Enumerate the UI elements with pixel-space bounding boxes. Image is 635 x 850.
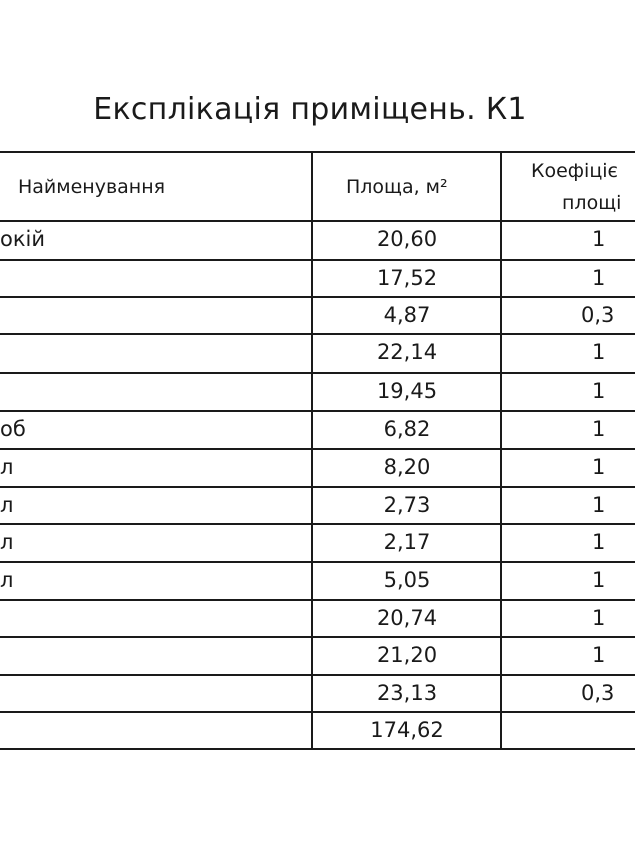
header-name: Найменування — [18, 176, 166, 198]
table-row-divider — [0, 333, 635, 335]
row-area: 5,05 — [383, 568, 431, 592]
table-row-divider — [0, 410, 635, 412]
row-area: 21,20 — [376, 643, 438, 667]
row-coefficient: 1 — [592, 379, 606, 403]
row-name: об — [0, 417, 26, 441]
table-row-divider — [0, 372, 635, 374]
table-row-divider — [0, 151, 635, 153]
row-coefficient: 1 — [592, 455, 606, 479]
row-coefficient: 1 — [592, 417, 606, 441]
row-coefficient: 1 — [592, 606, 606, 630]
row-coefficient: 1 — [592, 530, 606, 554]
row-coefficient: 1 — [592, 266, 606, 290]
row-area: 22,14 — [376, 340, 438, 364]
row-coefficient: 1 — [592, 340, 606, 364]
row-coefficient: 1 — [592, 643, 606, 667]
row-area: 8,20 — [383, 455, 431, 479]
row-area: 20,60 — [376, 227, 438, 251]
row-area: 2,17 — [383, 530, 431, 554]
row-name: л — [0, 455, 14, 479]
row-coefficient: 1 — [592, 227, 606, 251]
row-coefficient: 1 — [592, 493, 606, 517]
table-row-divider — [0, 523, 635, 525]
table-row-divider — [0, 448, 635, 450]
row-area: 17,52 — [376, 266, 438, 290]
row-name: л — [0, 493, 14, 517]
table-row-divider — [0, 636, 635, 638]
row-name: л — [0, 568, 14, 592]
row-area: 23,13 — [376, 681, 438, 705]
total-area: 174,62 — [370, 718, 444, 742]
row-area: 20,74 — [376, 606, 438, 630]
row-coefficient: 0,3 — [581, 681, 615, 705]
header-area: Площа, м² — [346, 176, 448, 198]
row-name: л — [0, 530, 14, 554]
row-area: 2,73 — [383, 493, 431, 517]
table-row-divider — [0, 220, 635, 222]
row-coefficient: 0,3 — [581, 303, 615, 327]
row-name: окій — [0, 227, 46, 251]
table-row-divider — [0, 259, 635, 261]
header-coefficient-2: площі — [562, 192, 622, 214]
row-area: 6,82 — [383, 417, 431, 441]
page-title: Експлікація приміщень. К1 — [93, 92, 527, 127]
table-row-divider — [0, 561, 635, 563]
table-row-divider — [0, 486, 635, 488]
row-coefficient: 1 — [592, 568, 606, 592]
header-coefficient: Коефіціє — [531, 160, 618, 182]
table-row-divider — [0, 599, 635, 601]
table-row-divider — [0, 748, 635, 750]
table-row-divider — [0, 711, 635, 713]
row-area: 19,45 — [376, 379, 438, 403]
table-row-divider — [0, 296, 635, 298]
row-area: 4,87 — [383, 303, 431, 327]
table-row-divider — [0, 674, 635, 676]
